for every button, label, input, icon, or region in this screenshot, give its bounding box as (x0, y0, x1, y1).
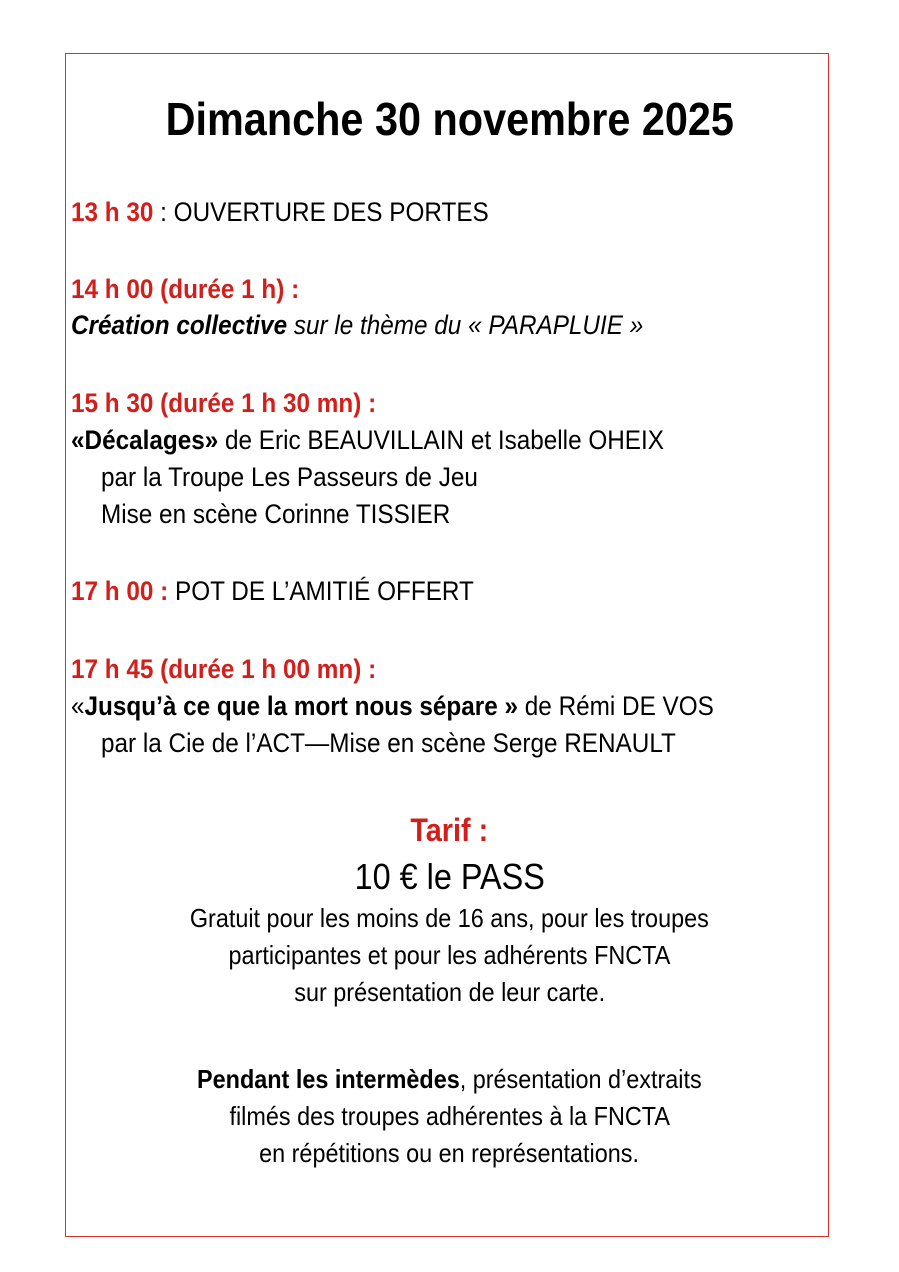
interludes-line: en répétitions ou en représentations. (259, 1138, 640, 1168)
show-title: Jusqu’à ce que la mort nous sépare » (84, 691, 519, 721)
schedule-item-time: 15 h 30 (durée 1 h 30 mn) : (71, 388, 377, 418)
tarif-price: 10 € le PASS (354, 856, 545, 897)
schedule-item-pot: 17 h 00 : POT DE L’AMITIÉ OFFERT (71, 576, 474, 606)
schedule-item-opening: 13 h 30 : OUVERTURE DES PORTES (71, 197, 489, 227)
tarif-free-line: Gratuit pour les moins de 16 ans, pour les troupes (190, 903, 709, 933)
page-title: Dimanche 30 novembre 2025 (165, 93, 734, 145)
staging-line: Mise en scène Corinne TISSIER (101, 499, 451, 529)
schedule-item-creation: Création collective sur le thème du « PARAPLUIE » (71, 310, 644, 340)
troupe-line: par la Troupe Les Passeurs de Jeu (101, 462, 478, 492)
interludes-line: filmés des troupes adhérentes à la FNCTA (229, 1101, 670, 1131)
tarif-free-line: sur présentation de leur carte. (294, 977, 605, 1007)
tarif-free-line: participantes et pour les adhérents FNCTA (228, 940, 671, 970)
schedule-item-time: 17 h 45 (durée 1 h 00 mn) : (71, 654, 377, 684)
show-title: «Décalages» (71, 425, 219, 455)
schedule-item-time: 14 h 00 (durée 1 h) : (71, 274, 300, 304)
schedule-item-decalages: «Décalages» de Eric BEAUVILLAIN et Isabelle OHEIX (71, 425, 664, 455)
schedule-item-jusqua: «Jusqu’à ce que la mort nous sépare » de Rémi DE VOS (71, 691, 714, 721)
time-label: 13 h 30 (71, 197, 154, 227)
interludes-line: Pendant les intermèdes, présentation d’extraits (197, 1064, 702, 1094)
troupe-line: par la Cie de l’ACT—Mise en scène Serge RENAULT (101, 728, 676, 758)
time-label: 17 h 00 : (71, 576, 169, 606)
show-title: Création collective (71, 310, 288, 340)
page-border (65, 53, 829, 1237)
tarif-heading: Tarif : (410, 812, 489, 848)
item-text: OUVERTURE DES PORTES (173, 197, 489, 227)
